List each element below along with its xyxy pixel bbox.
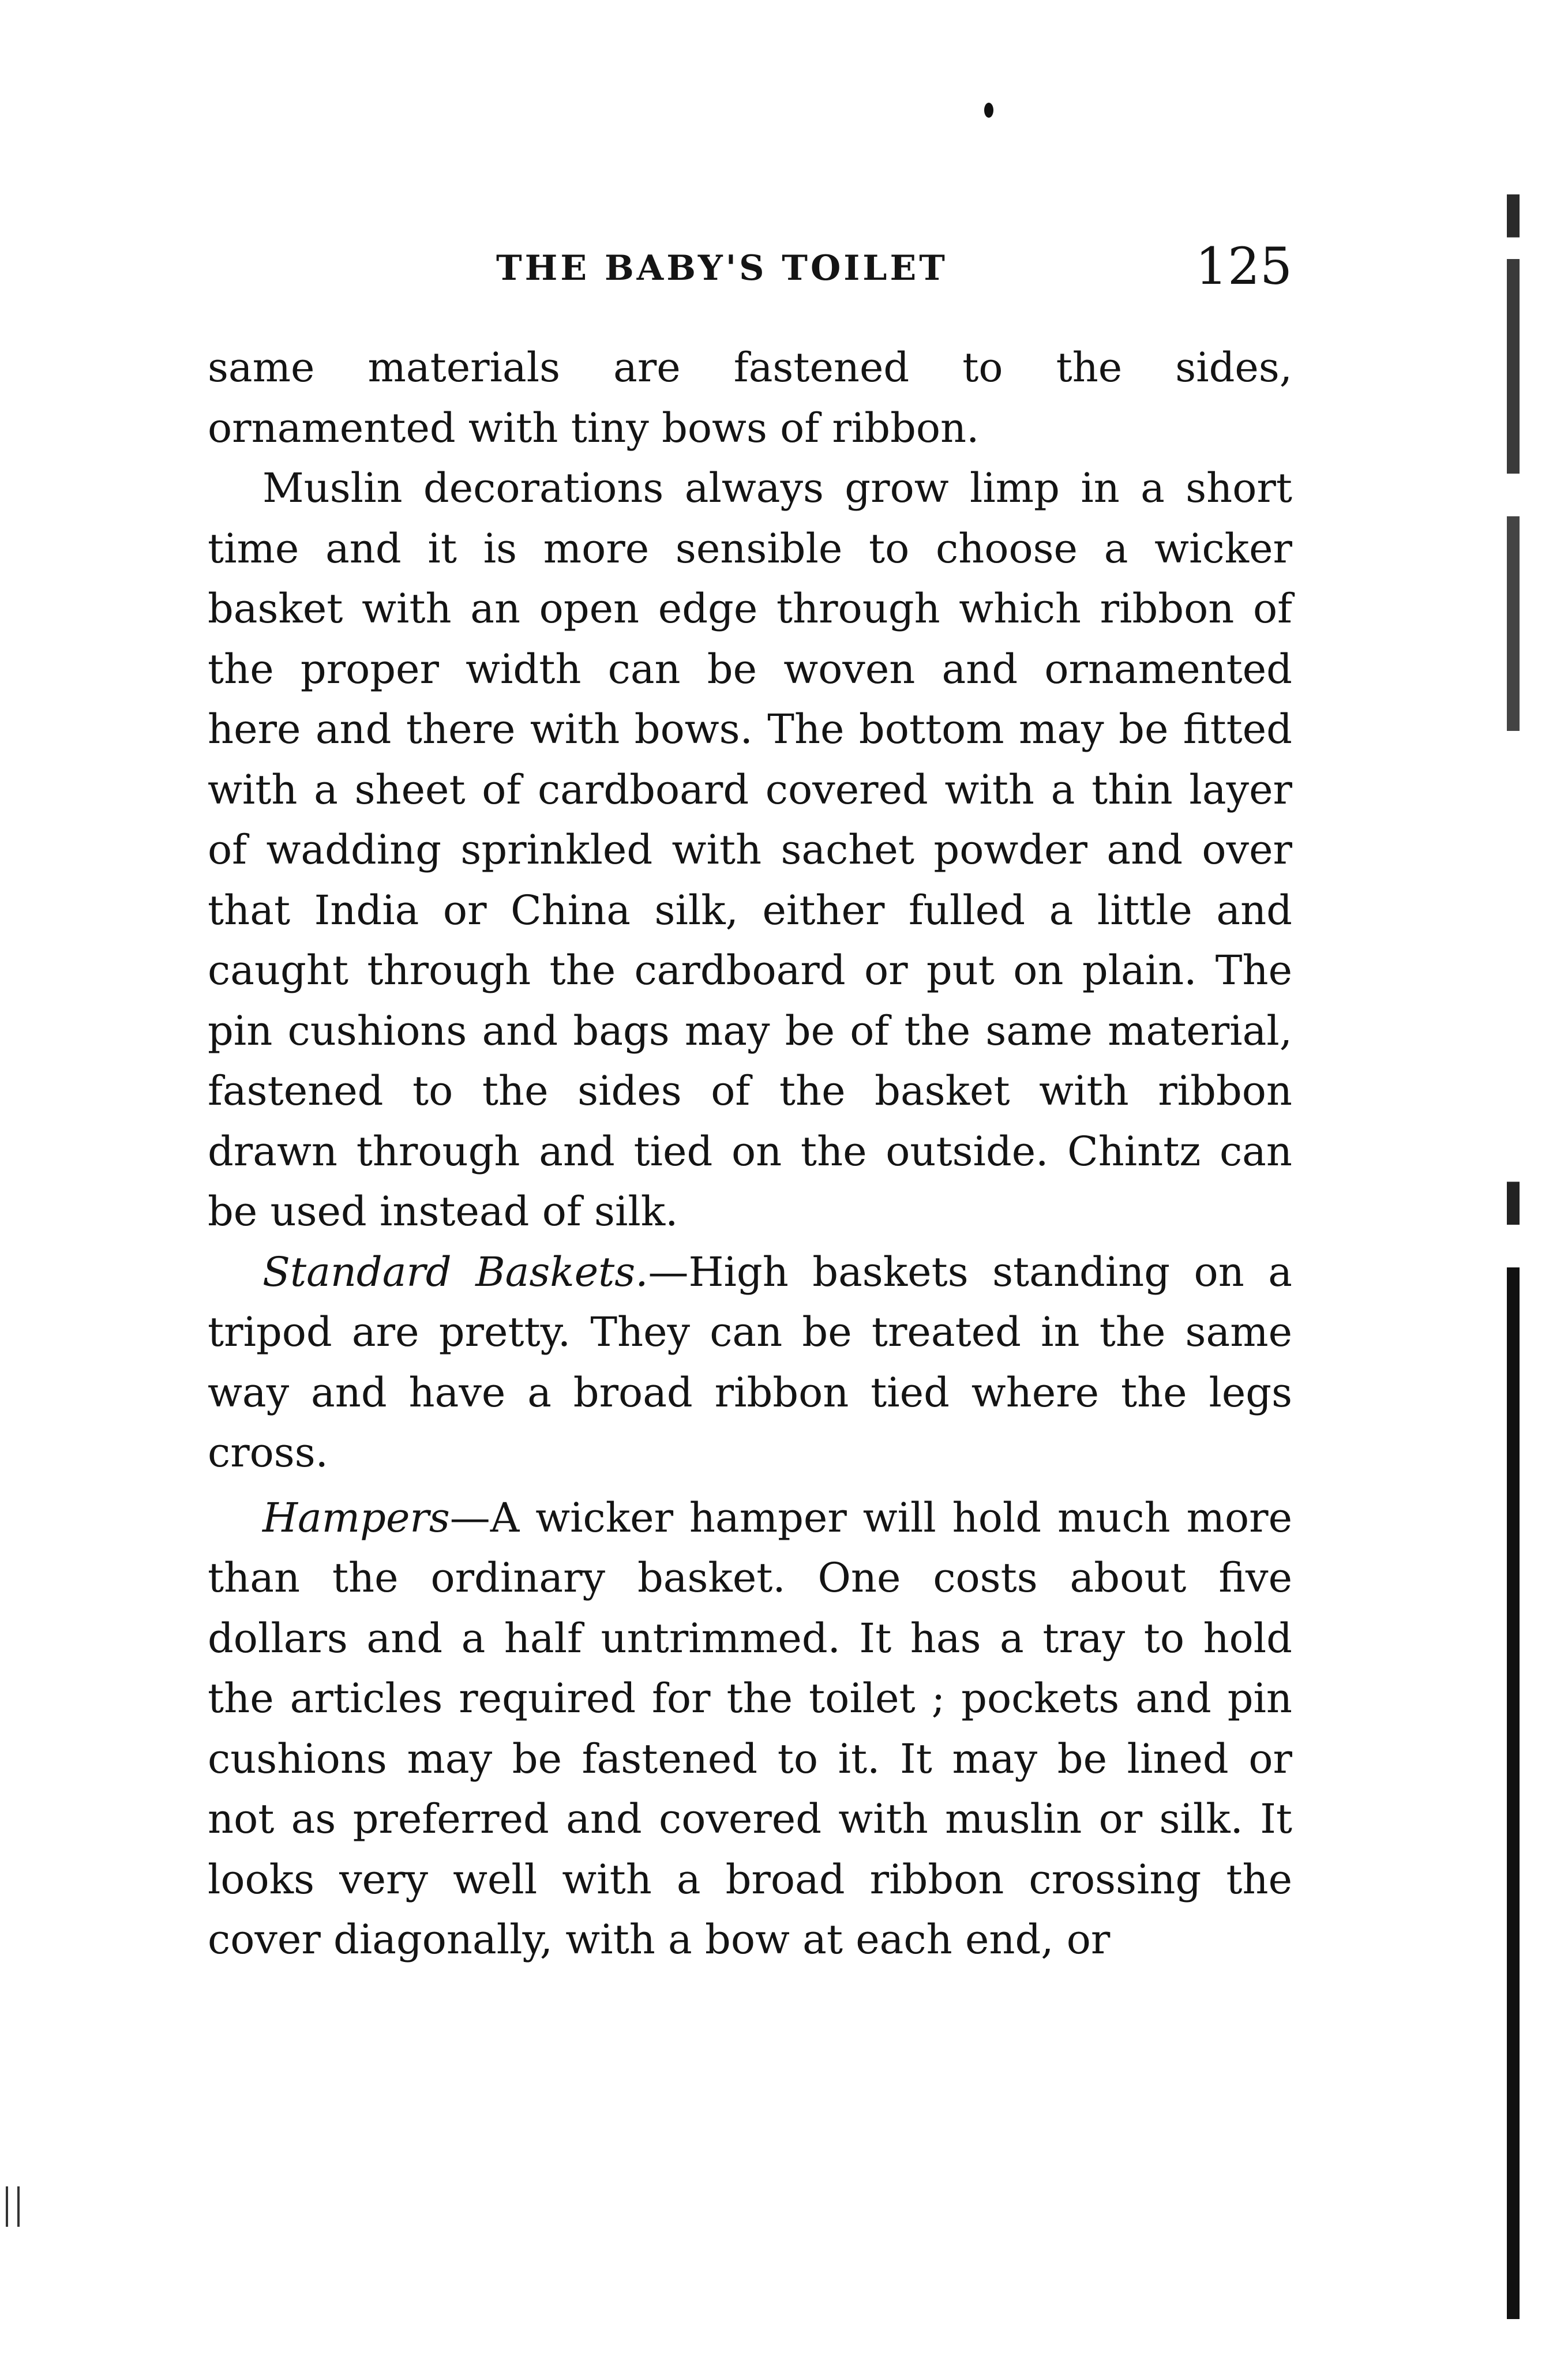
paragraph-text: —A wicker hamper will hold much more than the ordinary basket. One costs about five dollars and a half untrimmed. It has a tray to hold the articles required for the toilet ; pockets and pin cushions may be fastened to it. It may be lined or not as preferred and covered with muslin or silk. It looks very well with a broad ribbon crossing the cover diagonally, with a bow at each end, or [208, 1494, 1292, 1963]
paragraph [208, 1488, 1292, 1970]
scan-edge-marks [6, 2186, 20, 2227]
running-head [208, 237, 1292, 296]
section-heading: Hampers [262, 1494, 450, 1541]
paragraph: same materials are fastened to the sides, ornamented with tiny bows of ribbon. [208, 344, 1292, 452]
paragraph-text: —High baskets standing on a tripod are pretty. They can be treated in the same way and have a broad ribbon tied where the legs cross. [208, 1248, 1292, 1476]
paragraph: Muslin decorations always grow limp in a short time and it is more sensible to choose a wicker basket with an open edge through which ribbon of the proper width can be woven and ornamented here and there with bows. The bottom may be fitted with a sheet of cardboard covered with a thin layer of wadding sprinkled with sachet powder and over that India or China silk, either fulled a little and caught through the cardboard or put on plain. The pin cushions and bags may be of the same material, fastened to the sides of the basket with ribbon drawn through and tied on the outside. Chintz can be used instead of silk. [208, 464, 1292, 1235]
body-text [208, 337, 1292, 1970]
scan-edge-artifact [1507, 173, 1520, 2319]
page-number: 125 [1195, 237, 1292, 296]
scan-speck [984, 103, 993, 118]
running-title: THE BABY'S TOILET [496, 248, 948, 288]
section-heading: Standard Baskets. [262, 1248, 648, 1296]
paragraph [208, 1242, 1292, 1483]
